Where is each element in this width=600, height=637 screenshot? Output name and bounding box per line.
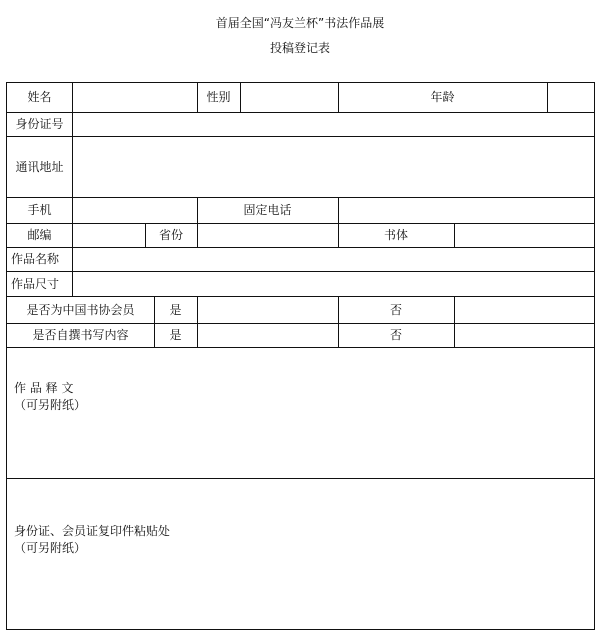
form-title: 首届全国“冯友兰杯”书法作品展: [215, 16, 385, 30]
interpretation-note: （可另附纸）: [14, 398, 87, 412]
member-yes-input[interactable]: [198, 297, 338, 323]
mobile-label: 手机: [27, 203, 52, 217]
province-input[interactable]: [198, 224, 338, 247]
script-style-label: 书体: [383, 228, 408, 242]
age-input[interactable]: [548, 83, 594, 112]
province-label: 省份: [158, 228, 183, 242]
name-input[interactable]: [73, 83, 197, 112]
self-written-yes-label: 是: [169, 328, 182, 342]
gender-label: 性别: [206, 90, 231, 104]
member-no-label: 否: [389, 303, 402, 317]
interpretation-label: 作 品 释 文: [14, 381, 74, 395]
work-title-label: 作品名称: [11, 252, 60, 266]
id-number-input[interactable]: [73, 113, 594, 136]
id-copy-paste-area[interactable]: [187, 479, 594, 629]
form-subtitle: 投稿登记表: [269, 41, 330, 55]
postcode-label: 邮编: [27, 228, 52, 242]
script-style-input[interactable]: [455, 224, 594, 247]
registration-form: [6, 82, 595, 630]
mobile-input[interactable]: [73, 198, 197, 223]
work-size-input[interactable]: [73, 272, 594, 296]
member-yes-label: 是: [169, 303, 182, 317]
address-label: 通讯地址: [15, 160, 64, 174]
id-copy-label: 身份证、会员证复印件粘贴处: [14, 524, 171, 538]
work-size-label: 作品尺寸: [11, 277, 60, 291]
name-label: 姓名: [27, 90, 52, 104]
postcode-input[interactable]: [73, 224, 145, 247]
landline-label: 固定电话: [243, 203, 292, 217]
interpretation-area[interactable]: [87, 348, 594, 478]
self-written-question: 是否自撰书写内容: [32, 328, 129, 342]
member-no-input[interactable]: [455, 297, 594, 323]
self-written-no-input[interactable]: [455, 324, 594, 347]
id-copy-label-block: [14, 523, 170, 557]
gender-input[interactable]: [241, 83, 338, 112]
self-written-no-label: 否: [389, 328, 402, 342]
work-title-input[interactable]: [73, 248, 594, 271]
interpretation-label-block: [14, 380, 86, 414]
member-question: 是否为中国书协会员: [26, 303, 135, 317]
age-label: 年龄: [430, 90, 455, 104]
id-number-label: 身份证号: [15, 117, 64, 131]
landline-input[interactable]: [339, 198, 594, 223]
id-copy-note: （可另附纸）: [14, 541, 87, 555]
address-input[interactable]: [73, 137, 594, 197]
self-written-yes-input[interactable]: [198, 324, 338, 347]
